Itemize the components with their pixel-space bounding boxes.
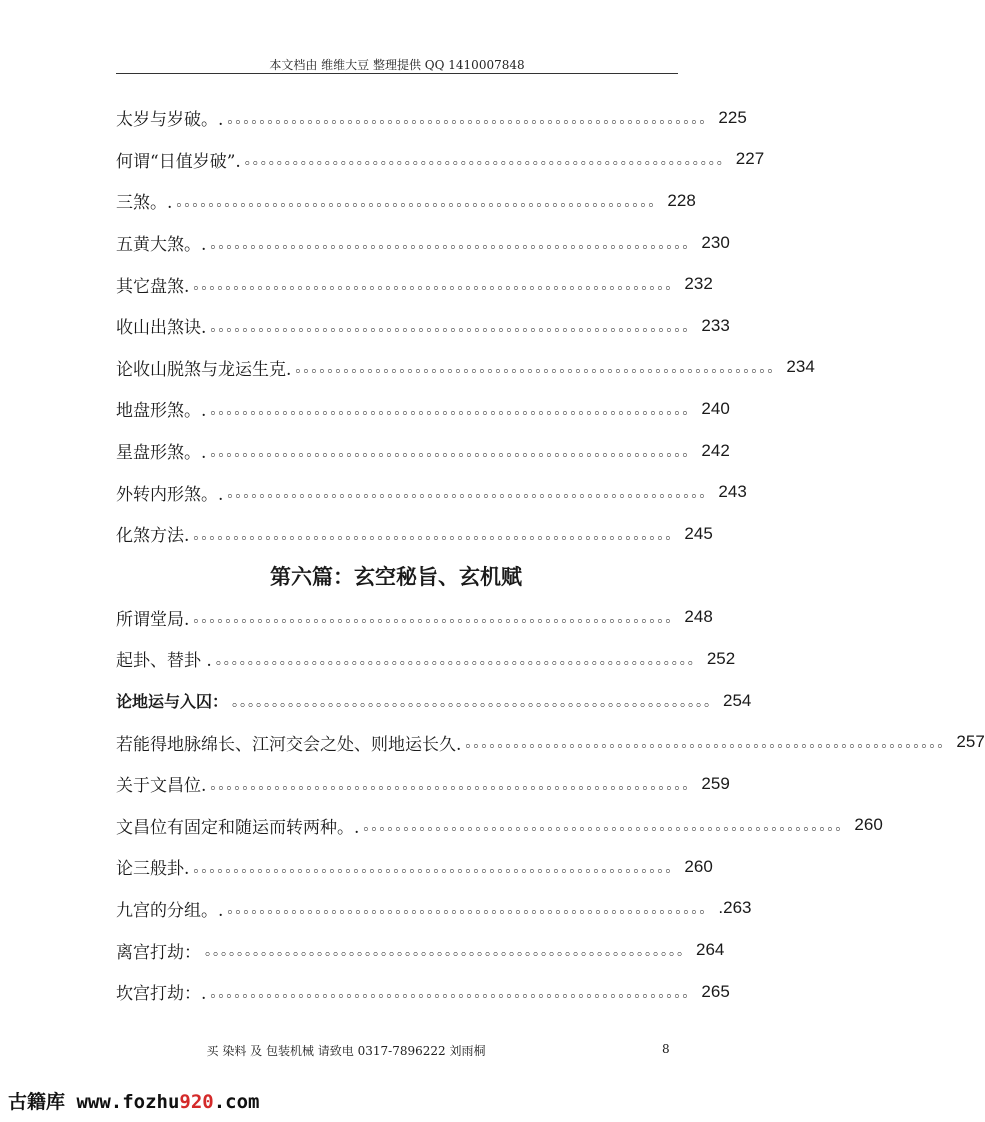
toc-entry-title: 地盘形煞。. [116, 401, 207, 422]
toc-entry [116, 721, 985, 763]
toc-leader-dots: 。。。。。。。。。。。。。。。。。。。。。。。。。。。。。。。。。。。。。。。。。。。。。。。。。。。。。。。。。。。。 [193, 859, 681, 876]
toc-entry [116, 763, 730, 805]
toc-entry [116, 180, 696, 222]
toc-leader-dots: 。。。。。。。。。。。。。。。。。。。。。。。。。。。。。。。。。。。。。。。。。。。。。。。。。。。。。。。。。。。。 [210, 235, 698, 252]
toc-entry-title: 坎宫打劫：. [116, 984, 207, 1005]
toc-entry [116, 263, 713, 305]
page-header: 本文档由 维维大豆 整理提供 QQ 1410007848 [269, 58, 525, 72]
toc-entry [116, 971, 730, 1013]
toc-leader-dots: 。。。。。。。。。。。。。。。。。。。。。。。。。。。。。。。。。。。。。。。。。。。。。。。。。。。。。。。。。。。。 [295, 360, 783, 377]
toc-entry-page: 242 [701, 440, 730, 460]
toc-entry [116, 471, 747, 513]
toc-leader-dots: 。。。。。。。。。。。。。。。。。。。。。。。。。。。。。。。。。。。。。。。。。。。。。。。。。。。。。。。。。。。。 [193, 610, 681, 627]
toc-entry [116, 638, 736, 680]
header-rule [116, 73, 678, 74]
footer-text: 买 染料 及 包装机械 请致电 0317-7896222 刘雨桐 [206, 1044, 486, 1058]
toc-leader-dots: 。。。。。。。。。。。。。。。。。。。。。。。。。。。。。。。。。。。。。。。。。。。。。。。。。。。。。。。。。。。。 [205, 943, 692, 960]
toc-leader-dots: 。。。。。。。。。。。。。。。。。。。。。。。。。。。。。。。。。。。。。。。。。。。。。。。。。。。。。。。。。。。。 [210, 443, 698, 460]
toc-entry [116, 597, 713, 639]
toc-entry-title: 文昌位有固定和随运而转两种。. [116, 817, 360, 838]
toc-entry-title: 起卦、替卦 . [116, 651, 212, 672]
page-number: 8 [662, 1042, 670, 1056]
table-of-contents [116, 97, 985, 1012]
section-heading: 第六篇：玄空秘旨、玄机赋 [270, 564, 522, 589]
toc-entry-title: 其它盘煞. [116, 276, 190, 297]
toc-entry [116, 929, 725, 971]
toc-leader-dots: 。。。。。。。。。。。。。。。。。。。。。。。。。。。。。。。。。。。。。。。。。。。。。。。。。。。。。。。。。。。。 [210, 318, 698, 335]
watermark-logo [8, 1087, 259, 1114]
toc-entry-page: 228 [667, 190, 696, 210]
toc-entry-page: 245 [684, 523, 713, 543]
toc-entry-title: 何谓“日值岁破”. [116, 151, 241, 172]
toc-entry-title: 化煞方法. [116, 526, 190, 547]
toc-leader-dots: 。。。。。。。。。。。。。。。。。。。。。。。。。。。。。。。。。。。。。。。。。。。。。。。。。。。。。。。。。。。。 [227, 485, 715, 502]
toc-entry-title: 收山出煞诀. [116, 318, 207, 339]
toc-entry-page: 240 [701, 398, 730, 418]
toc-entry [116, 430, 730, 472]
toc-entry-page: 232 [684, 274, 713, 294]
toc-entry [116, 97, 747, 139]
toc-entry-page: 260 [854, 815, 883, 835]
toc-entry [116, 513, 713, 555]
toc-entry-page: 230 [701, 232, 730, 252]
toc-entry-title: 论地运与入囚： [116, 692, 229, 712]
toc-entry-page: 264 [696, 940, 725, 960]
toc-entry-title: 所谓堂局. [116, 609, 190, 630]
toc-entry [116, 805, 883, 847]
toc-entry-title: 五黄大煞。. [116, 235, 207, 256]
toc-group-before [116, 97, 815, 555]
toc-entry-page: .263 [718, 898, 752, 918]
toc-entry-title: 论三般卦. [116, 859, 190, 880]
toc-leader-dots: 。。。。。。。。。。。。。。。。。。。。。。。。。。。。。。。。。。。。。。。。。。。。。。。。。。。。。。。。。。。。 [227, 110, 715, 127]
toc-group-after [116, 597, 985, 1013]
toc-entry [116, 888, 752, 930]
toc-entry-title: 星盘形煞。. [116, 443, 207, 464]
toc-entry-page: 265 [701, 981, 730, 1001]
toc-leader-dots: 。。。。。。。。。。。。。。。。。。。。。。。。。。。。。。。。。。。。。。。。。。。。。。。。。。。。。。。。。。。。 [210, 401, 698, 418]
toc-leader-dots: 。。。。。。。。。。。。。。。。。。。。。。。。。。。。。。。。。。。。。。。。。。。。。。。。。。。。。。。。。。。。 [232, 693, 720, 710]
toc-entry-page: 233 [701, 315, 730, 335]
toc-entry-title: 若能得地脉绵长、江河交会之处、则地运长久. [116, 734, 462, 755]
toc-leader-dots: 。。。。。。。。。。。。。。。。。。。。。。。。。。。。。。。。。。。。。。。。。。。。。。。。。。。。。。。。。。。。 [244, 152, 732, 169]
toc-entry-title: 离宫打劫： [116, 942, 201, 963]
toc-entry-title: 关于文昌位. [116, 776, 207, 797]
toc-leader-dots: 。。。。。。。。。。。。。。。。。。。。。。。。。。。。。。。。。。。。。。。。。。。。。。。。。。。。。。。。。。。。 [227, 901, 715, 918]
toc-entry-title: 太岁与岁破。. [116, 110, 224, 131]
toc-entry-title: 九宫的分组。. [116, 900, 224, 921]
toc-entry-page: 243 [718, 482, 747, 502]
toc-entry [116, 347, 815, 389]
toc-entry [116, 305, 730, 347]
toc-entry-title: 论收山脱煞与龙运生克. [116, 359, 292, 380]
toc-entry-title: 外转内形煞。. [116, 484, 224, 505]
watermark-suffix: .com [213, 1091, 260, 1113]
toc-leader-dots: 。。。。。。。。。。。。。。。。。。。。。。。。。。。。。。。。。。。。。。。。。。。。。。。。。。。。。。。。。。。。 [363, 818, 851, 835]
watermark-prefix: 古籍库 www.fozhu [8, 1091, 180, 1113]
toc-leader-dots: 。。。。。。。。。。。。。。。。。。。。。。。。。。。。。。。。。。。。。。。。。。。。。。。。。。。。。。。。。。。。 [465, 735, 953, 752]
toc-leader-dots: 。。。。。。。。。。。。。。。。。。。。。。。。。。。。。。。。。。。。。。。。。。。。。。。。。。。。。。。。。。。。 [210, 984, 698, 1001]
toc-entry-page: 225 [718, 107, 747, 127]
toc-entry-page: 260 [684, 856, 713, 876]
toc-entry-page: 254 [723, 690, 752, 710]
toc-entry [116, 680, 752, 722]
toc-entry [116, 139, 765, 181]
toc-leader-dots: 。。。。。。。。。。。。。。。。。。。。。。。。。。。。。。。。。。。。。。。。。。。。。。。。。。。。。。。。。。。。 [210, 776, 698, 793]
toc-entry-page: 227 [735, 149, 765, 169]
toc-entry [116, 846, 713, 888]
toc-entry-page: 259 [701, 773, 730, 793]
toc-leader-dots: 。。。。。。。。。。。。。。。。。。。。。。。。。。。。。。。。。。。。。。。。。。。。。。。。。。。。。。。。。。。。 [193, 277, 681, 294]
toc-entry [116, 222, 730, 264]
toc-entry-page: 248 [684, 607, 713, 627]
toc-entry-title: 三煞。. [116, 193, 173, 214]
watermark-highlight: 920 [179, 1091, 214, 1113]
toc-leader-dots: 。。。。。。。。。。。。。。。。。。。。。。。。。。。。。。。。。。。。。。。。。。。。。。。。。。。。。。。。。。。。 [215, 651, 703, 668]
toc-entry-page: 234 [786, 357, 815, 377]
toc-entry-page: 257 [956, 732, 985, 752]
toc-entry [116, 388, 730, 430]
toc-entry-page: 252 [706, 648, 736, 668]
toc-leader-dots: 。。。。。。。。。。。。。。。。。。。。。。。。。。。。。。。。。。。。。。。。。。。。。。。。。。。。。。。。。。。。 [193, 526, 681, 543]
toc-leader-dots: 。。。。。。。。。。。。。。。。。。。。。。。。。。。。。。。。。。。。。。。。。。。。。。。。。。。。。。。。。。。。 [176, 193, 664, 210]
